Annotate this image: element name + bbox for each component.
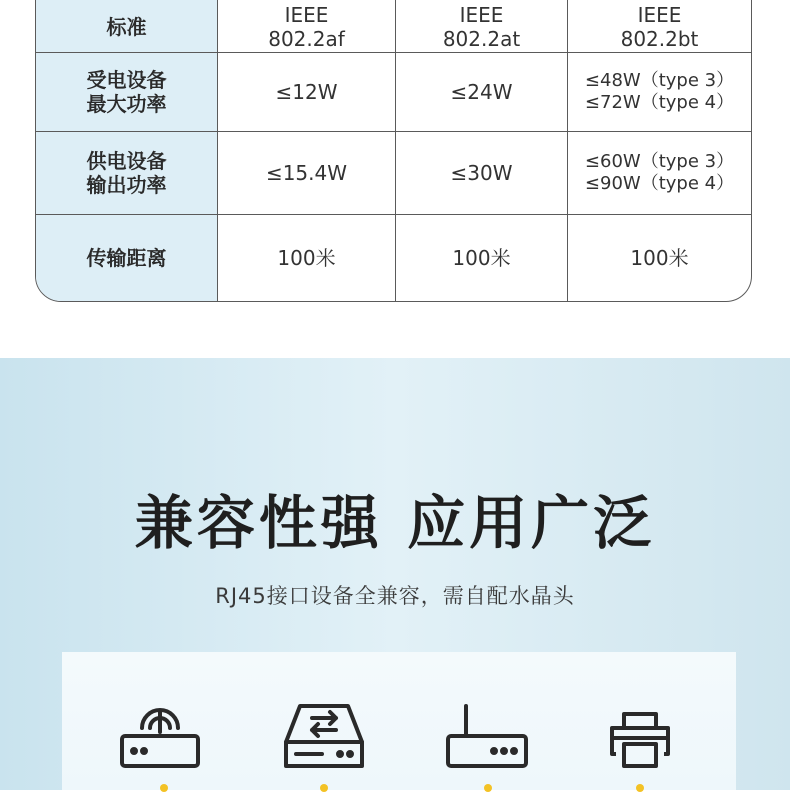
cell-pse-bt-line1: ≤60W（type 3）: [584, 151, 735, 173]
cell-pd-at: ≤24W: [396, 53, 568, 132]
header-label-cell: [36, 0, 218, 53]
table-row-pse-power: [36, 132, 751, 215]
header-col-af: [218, 0, 396, 53]
header-col-at: [396, 0, 568, 53]
cell-pd-af: ≤12W: [218, 53, 396, 132]
cell-pd-bt-line1: ≤48W（type 3）: [584, 70, 735, 92]
poe-standard-table: [35, 0, 752, 302]
row-label-line1: 供电设备: [86, 149, 167, 173]
cell-pd-bt: [568, 53, 751, 132]
row-label-pse-power: [36, 132, 218, 215]
row-label-line2: 输出功率: [86, 173, 167, 197]
device-card: [62, 652, 736, 790]
cell-pse-bt-line2: ≤90W（type 4）: [584, 173, 735, 194]
header-col-af-line1: IEEE: [284, 2, 329, 27]
header-col-bt: [568, 0, 751, 53]
header-col-bt-line2: 802.2bt: [620, 26, 699, 51]
cell-pse-af: ≤15.4W: [218, 132, 396, 215]
cell-pd-bt-line2: ≤72W（type 4）: [584, 92, 735, 113]
compatibility-section: [0, 358, 790, 790]
table-header-row: [36, 0, 751, 53]
header-col-at-line2: 802.2at: [442, 26, 521, 51]
table-row-pd-power: [36, 53, 751, 132]
indicator-dot: [320, 784, 328, 792]
table-row-distance: [36, 215, 751, 301]
header-col-bt-line1: IEEE: [637, 2, 682, 27]
section-headline: 兼容性强 应用广泛: [134, 489, 656, 557]
indicator-dot: [636, 784, 644, 792]
router-icon: [118, 702, 202, 772]
cell-distance-af: 100米: [218, 215, 396, 301]
header-col-at-line1: IEEE: [459, 2, 504, 27]
indicator-dot: [160, 784, 168, 792]
cell-pse-at: ≤30W: [396, 132, 568, 215]
switch-icon: [282, 702, 366, 772]
antenna-router-icon: [444, 702, 528, 772]
row-label-distance: [36, 215, 218, 301]
header-col-af-line2: 802.2af: [268, 26, 345, 51]
section-subline: RJ45接口设备全兼容，需自配水晶头: [215, 584, 575, 608]
cell-distance-bt: 100米: [630, 246, 689, 270]
header-label: 标准: [106, 14, 147, 39]
cell-pse-bt: [568, 132, 751, 215]
row-label-line1: 受电设备: [86, 68, 167, 92]
printer-icon: [598, 702, 682, 772]
row-label: 传输距离: [86, 246, 167, 270]
indicator-dot: [484, 784, 492, 792]
row-label-pd-power: [36, 53, 218, 132]
cell-distance-at: 100米: [396, 215, 568, 301]
row-label-line2: 最大功率: [86, 92, 167, 116]
